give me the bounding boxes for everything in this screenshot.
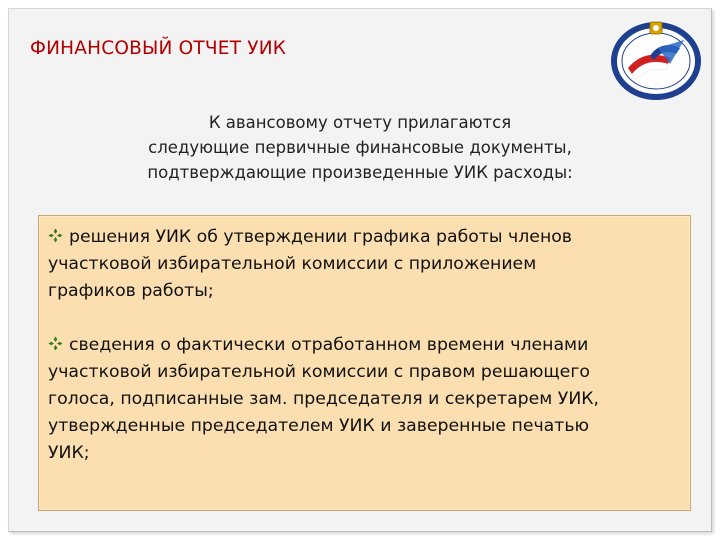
list-item-line: участковой избирательной комиссии с правом решающего: [48, 362, 590, 382]
document-list-box: [38, 215, 691, 511]
intro-line: К авансовому отчету прилагаются: [208, 113, 512, 132]
list-item-line: утвержденные председателем УИК и заверенные печатью: [48, 416, 590, 436]
intro-text: [80, 110, 640, 185]
intro-line: следующие первичные финансовые документы,: [148, 138, 572, 157]
list-item-line: участковой избирательной комиссии с приложением: [48, 254, 537, 274]
diamond-bullet-icon: [48, 336, 63, 351]
list-item: [48, 332, 682, 467]
election-commission-emblem-icon: [610, 18, 702, 100]
slide-title: ФИНАНСОВЫЙ ОТЧЕТ УИК: [30, 38, 287, 59]
intro-line: подтверждающие произведенные УИК расходы:: [147, 163, 573, 182]
list-item-line: сведения о фактически отработанном времени членами: [69, 335, 589, 355]
list-item-line: графиков работы;: [48, 281, 214, 301]
diamond-bullet-icon: [48, 228, 63, 243]
list-item-line: голоса, подписанные зам. председателя и секретарем УИК,: [48, 389, 600, 409]
list-item-line: УИК;: [48, 443, 90, 463]
list-item-line: решения УИК об утверждении графика работы членов: [69, 227, 572, 247]
list-item: [48, 224, 682, 305]
